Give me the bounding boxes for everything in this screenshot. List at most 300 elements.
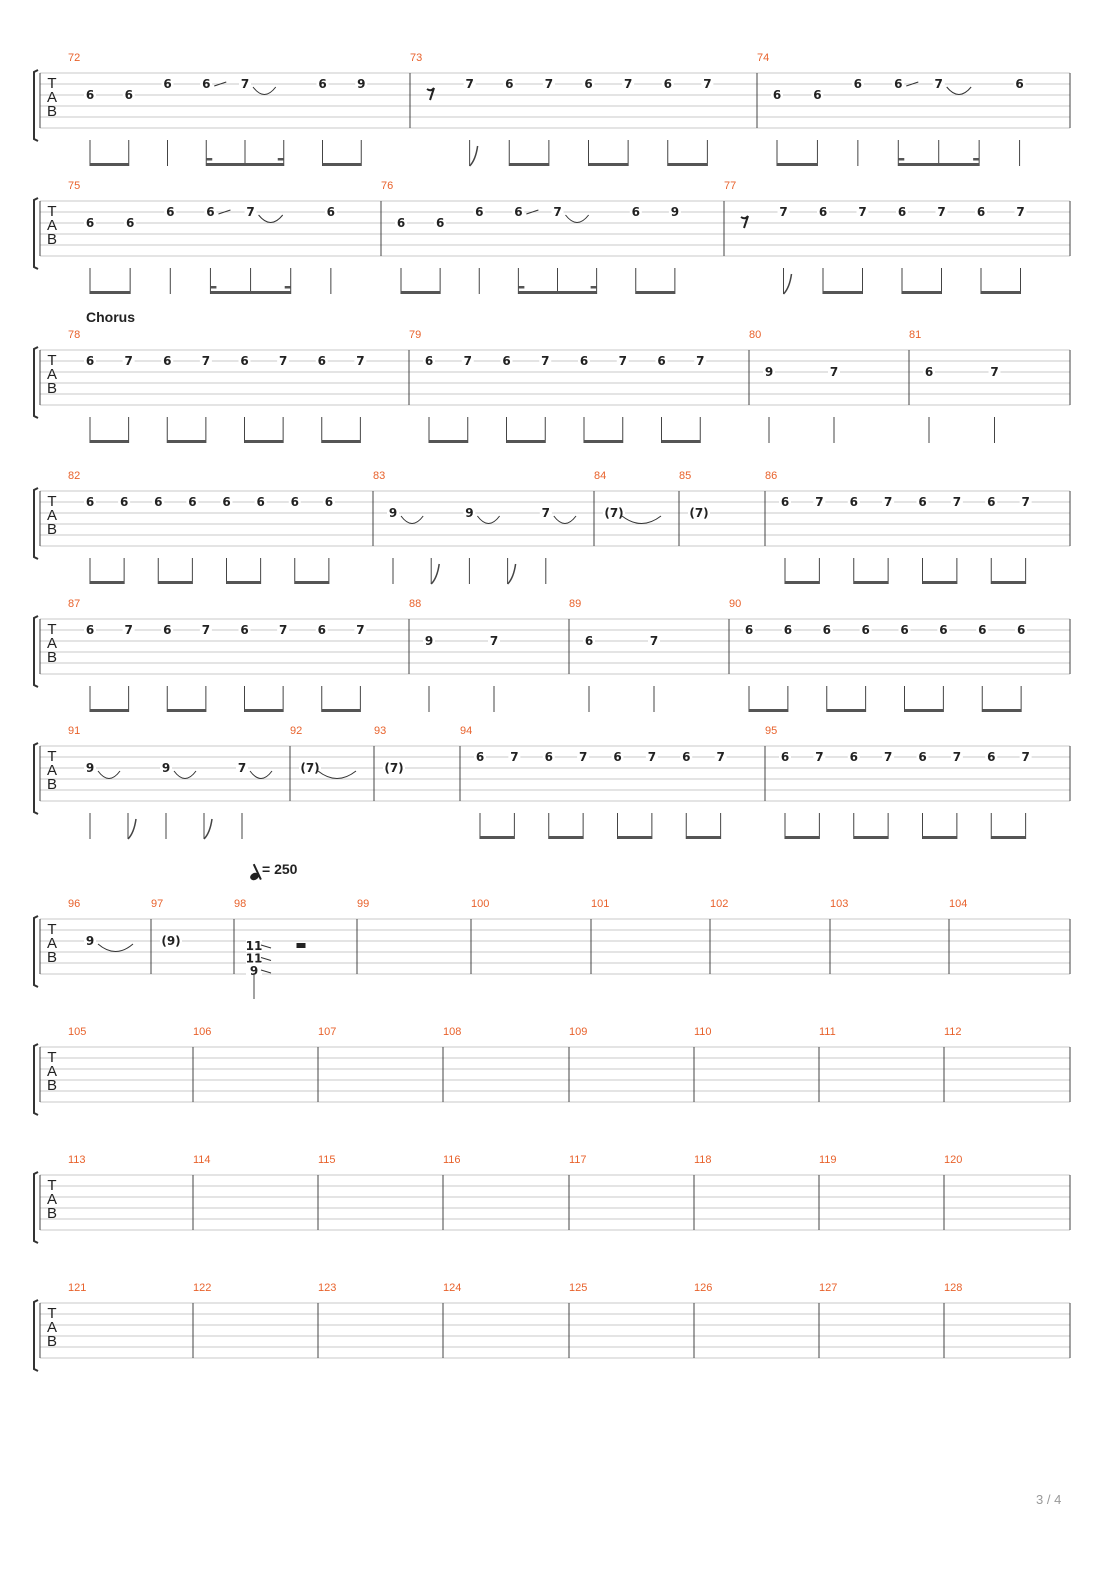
note-beam [295,581,329,584]
fret-number: 7 [779,205,788,219]
fret-number: 7 [465,77,474,91]
note-beam [245,440,284,443]
fret-number: 6 [613,750,622,764]
bar-number: 104 [949,898,968,910]
tie-arc [98,944,133,952]
fret-number: 6 [290,495,299,509]
system-bracket [34,347,38,418]
tab-clef-letter: A [46,762,58,779]
fret-number: 11 [245,939,263,953]
bar-number: 100 [471,898,490,910]
bar-number: 89 [569,598,582,610]
note-flag-icon [204,819,212,839]
system-bracket [34,488,38,559]
bar-number: 108 [443,1026,462,1038]
fret-number: 7 [544,77,554,91]
note-beam [245,709,284,712]
note-beam-16th [278,158,284,161]
tempo-value: 250 [274,861,298,877]
fret-number: 6 [918,750,927,764]
bar-number: 122 [193,1282,212,1294]
fret-number: 7 [937,205,946,219]
fret-number: 6 [861,623,870,637]
bar-number: 110 [694,1026,712,1038]
fret-number: 7 [623,77,633,91]
note-beam [982,709,1021,712]
note-beam [323,163,362,166]
tab-clef-letter: T [47,203,57,220]
fret-number: 7 [883,750,893,764]
note-beam [777,163,817,166]
fret-number: 6 [772,88,782,102]
bar-number: 95 [765,725,778,737]
fret-number: 9 [388,506,398,520]
tab-clef-letter: A [46,1191,58,1208]
tab-clef-letter: B [46,521,58,538]
section-label-chorus: Chorus [86,309,135,325]
fret-number: 6 [987,750,996,764]
note-beam [227,581,261,584]
fret-number: 6 [125,216,135,230]
fret-number: 9 [465,506,474,520]
note-beam [923,581,957,584]
note-beam [90,581,124,584]
fret-number: 6 [124,88,133,102]
bar-number: 85 [679,470,692,482]
fret-number: 6 [317,354,326,368]
fret-number: 6 [163,77,172,91]
tab-clef-letter: A [46,935,58,952]
bar-number: 116 [443,1154,461,1166]
tie-arc [253,87,276,95]
bar-number: 88 [409,598,422,610]
fret-number: 7 [815,495,824,509]
fret-number: 6 [85,88,95,102]
bar-number: 114 [193,1154,211,1166]
fret-number: 6 [900,623,909,637]
fret-number: 6 [396,216,406,230]
note-beam [981,291,1021,294]
tab-clef-letter: T [47,1305,57,1322]
fret-number: 6 [657,354,666,368]
fret-number: 7 [990,365,999,379]
tie-arc [566,215,589,223]
bar-number: 128 [944,1282,963,1294]
note-beam [210,291,290,294]
bar-number: 97 [151,898,164,910]
system-bracket [34,616,38,687]
fret-number: 6 [978,623,987,637]
note-beam-16th [898,158,904,161]
fret-number: 7 [541,354,550,368]
note-flag-icon [508,564,516,584]
tab-clef-letter: T [47,493,57,510]
system-bracket [34,1300,38,1371]
fret-number: 6 [579,354,589,368]
fret-number: 6 [813,88,822,102]
fret-number: 6 [475,750,485,764]
fret-number: 6 [119,495,129,509]
tab-clef-letter: T [47,1177,57,1194]
fret-number: 6 [783,623,793,637]
fret-number: 7 [1021,750,1030,764]
fret-number: 6 [206,205,215,219]
fret-number: 7 [489,634,499,648]
bar-number: 75 [68,180,81,192]
note-beam [991,581,1025,584]
tie-arc [477,516,499,524]
note-beam [827,709,866,712]
fret-number: 7 [703,77,712,91]
fret-number: 6 [849,495,858,509]
bar-number: 78 [68,329,81,341]
fret-number: 6 [897,205,907,219]
bar-number: 90 [729,598,742,610]
note-beam-16th [285,286,291,289]
tie-arc [174,771,196,779]
fret-number: 7 [952,750,962,764]
fret-number: 6 [188,495,197,509]
fret-number: 6 [1016,623,1026,637]
bar-number: 102 [710,898,729,910]
note-beam [898,163,979,166]
tab-clef-letter: A [46,366,58,383]
system-bracket [34,198,38,269]
fret-number: 9 [357,77,366,91]
note-beam [749,709,788,712]
note-beam [618,836,652,839]
tab-clef-letter: T [47,748,57,765]
bar-number: 127 [819,1282,838,1294]
fret-number: (9) [161,934,181,948]
fret-number: 7 [858,205,867,219]
bar-number: 105 [68,1026,87,1038]
fret-number: 7 [618,354,627,368]
fret-number: 7 [883,495,893,509]
fret-number: 9 [85,761,95,775]
note-beam [991,836,1025,839]
half-rest-icon [297,943,306,948]
fret-number: 7 [463,354,472,368]
fret-number: 7 [124,623,133,637]
fret-number: 6 [317,623,326,637]
tab-clef-letter: B [46,776,58,793]
tab-clef-letter: B [46,1205,58,1222]
tab-clef-letter: T [47,621,57,638]
bar-number: 96 [68,898,81,910]
tab-clef-letter: T [47,352,57,369]
note-beam [902,291,942,294]
fret-number: 7 [815,750,824,764]
fret-number: 7 [649,634,659,648]
note-beam [480,836,514,839]
note-flag-icon [128,819,136,839]
fret-number: 7 [696,354,705,368]
tempo-prefix: = [262,861,275,877]
tab-clef-letter: B [46,380,58,397]
tab-clef-letter: A [46,1063,58,1080]
fret-number: 6 [894,77,903,91]
note-beam-16th [591,286,597,289]
fret-number: 6 [663,77,672,91]
fret-number: 9 [161,761,171,775]
bar-number: 124 [443,1282,462,1294]
fret-number: 6 [163,623,172,637]
bar-number: 113 [68,1154,86,1166]
fret-number: 7 [278,623,288,637]
bar-number: 103 [830,898,849,910]
bar-number: 87 [68,598,81,610]
fret-number: 6 [849,750,858,764]
fret-number: 6 [318,77,327,91]
note-beam [589,163,629,166]
fret-number: 7 [1021,495,1030,509]
fret-number: 7 [124,354,133,368]
bar-number: 98 [234,898,247,910]
fret-number: 6 [682,750,691,764]
tie-arc [98,771,120,779]
fret-number: 6 [976,205,986,219]
fret-number: 6 [85,354,95,368]
tab-clef-letter: B [46,103,58,120]
bar-number: 73 [410,52,423,64]
bar-number: 79 [409,329,422,341]
fret-number: 7 [356,354,365,368]
system-bracket [34,70,38,141]
fret-number: 6 [502,354,511,368]
fret-number: 7 [647,750,657,764]
bar-number: 107 [318,1026,337,1038]
fret-number: 7 [578,750,588,764]
fret-number: 7 [952,495,962,509]
tab-clef-letter: B [46,1333,58,1350]
bar-number: 80 [749,329,762,341]
tab-clef-letter: T [47,1049,57,1066]
fret-number: 6 [918,495,927,509]
tab-clef-letter: A [46,89,58,106]
fret-number: 6 [240,354,249,368]
note-beam [854,581,888,584]
fret-number: 7 [716,750,725,764]
fret-number: 6 [85,623,95,637]
tab-clef-letter: B [46,649,58,666]
fret-number: 6 [822,623,831,637]
bar-number: 86 [765,470,778,482]
bar-number: 74 [757,52,770,64]
fret-number: 7 [829,365,839,379]
note-beam [322,709,361,712]
fret-number: 6 [240,623,249,637]
eighth-rest-icon [741,216,748,228]
page-indicator: 3 / 4 [1036,1492,1062,1507]
note-beam [823,291,863,294]
fret-number: 6 [987,495,996,509]
tab-clef-letter: B [46,1077,58,1094]
note-beam-16th [973,158,979,161]
note-beam [90,440,129,443]
fret-number: 7 [1016,205,1025,219]
fret-number: 6 [780,750,790,764]
bar-number: 76 [381,180,394,192]
fret-number: 7 [240,77,250,91]
fret-number: 9 [670,205,680,219]
note-flag-icon [784,274,792,294]
note-beam [401,291,440,294]
tab-clef-letter: A [46,217,58,234]
fret-number: 6 [544,750,553,764]
fret-number: 7 [201,354,211,368]
bar-number: 77 [724,180,737,192]
bar-number: 83 [373,470,386,482]
note-beam [206,163,284,166]
bar-number: 92 [290,725,303,737]
note-beam [785,836,819,839]
bar-number: 119 [819,1154,837,1166]
tie-arc [259,215,283,223]
bar-number: 115 [318,1154,336,1166]
note-beam [429,440,468,443]
note-beam [785,581,819,584]
fret-number: 6 [424,354,434,368]
bar-number: 72 [68,52,81,64]
note-beam [518,291,596,294]
bar-number: 121 [68,1282,87,1294]
note-flag-icon [470,146,478,166]
fret-number: (7) [384,761,404,775]
note-beam-16th [210,286,216,289]
bar-number: 93 [374,725,387,737]
tie-arc [554,516,576,524]
bar-number: 117 [569,1154,587,1166]
tab-clef-letter: T [47,921,57,938]
bar-number: 109 [569,1026,588,1038]
bar-number: 101 [591,898,610,910]
system-bracket [34,1172,38,1243]
fret-number: 9 [85,934,95,948]
note-beam [686,836,720,839]
fret-number: 6 [631,205,640,219]
note-beam [549,836,583,839]
fret-number: 6 [326,205,336,219]
note-beam-16th [206,158,212,161]
note-beam [509,163,549,166]
bar-number: 81 [909,329,922,341]
system-bracket [34,916,38,987]
bar-number: 123 [318,1282,337,1294]
fret-number: 6 [505,77,514,91]
fret-number: 6 [85,495,95,509]
tab-clef-letter: A [46,507,58,524]
note-beam-16th [518,286,524,289]
slide-icon [261,945,271,948]
tie-arc [401,516,423,524]
note-beam [854,836,888,839]
note-beam [167,440,206,443]
bar-number: 91 [68,725,81,737]
fret-number: 6 [853,77,863,91]
fret-number: 6 [514,205,523,219]
fret-number: 7 [541,506,550,520]
fret-number: 7 [246,205,255,219]
fret-number: (7) [689,506,709,520]
bar-number: 106 [193,1026,212,1038]
note-beam [636,291,675,294]
note-beam [668,163,708,166]
system-bracket [34,1044,38,1115]
fret-number: 7 [356,623,365,637]
tab-clef-letter: A [46,1319,58,1336]
note-beam [90,163,129,166]
note-beam [905,709,944,712]
fret-number: 6 [584,634,594,648]
fret-number: 6 [163,354,172,368]
note-beam [90,291,130,294]
note-beam [90,709,129,712]
fret-number: 7 [237,761,247,775]
eighth-rest-icon [427,88,434,100]
slide-icon [261,970,271,973]
tab-clef-letter: B [46,231,58,248]
fret-number: 6 [154,495,163,509]
bar-number: 99 [357,898,370,910]
tie-arc [250,771,272,779]
tab-clef-letter: A [46,635,58,652]
tie-arc [318,771,356,779]
note-beam [662,440,701,443]
note-beam [167,709,206,712]
fret-number: 6 [475,205,484,219]
fret-number: 9 [424,634,434,648]
fret-number: 7 [201,623,211,637]
bar-number: 84 [594,470,607,482]
note-beam [923,836,957,839]
fret-number: 6 [1015,77,1024,91]
tab-clef-letter: T [47,75,57,92]
fret-number: 6 [818,205,828,219]
tab-clef-letter: B [46,949,58,966]
fret-number: 6 [780,495,790,509]
bar-number: 82 [68,470,81,482]
fret-number: 6 [324,495,334,509]
tie-arc [622,516,661,524]
fret-number: 6 [202,77,211,91]
fret-number: (7) [300,761,320,775]
note-beam [507,440,546,443]
bar-number: 111 [819,1026,836,1038]
fret-number: 6 [166,205,175,219]
note-beam [158,581,192,584]
fret-number: 6 [222,495,231,509]
fret-number: 6 [924,365,934,379]
tempo-marking [250,861,297,877]
fret-number: 7 [510,750,519,764]
bar-number: 126 [694,1282,713,1294]
bar-number: 118 [694,1154,712,1166]
bar-number: 112 [944,1026,962,1038]
bar-number: 125 [569,1282,588,1294]
fret-number: 9 [249,964,259,978]
slide-icon [261,958,271,961]
fret-number: (7) [604,506,624,520]
fret-number: 9 [764,365,774,379]
note-beam [322,440,361,443]
fret-number: 7 [934,77,943,91]
fret-number: 7 [553,205,562,219]
fret-number: 6 [939,623,948,637]
note-beam [584,440,623,443]
fret-number: 6 [256,495,265,509]
system-bracket [34,743,38,814]
